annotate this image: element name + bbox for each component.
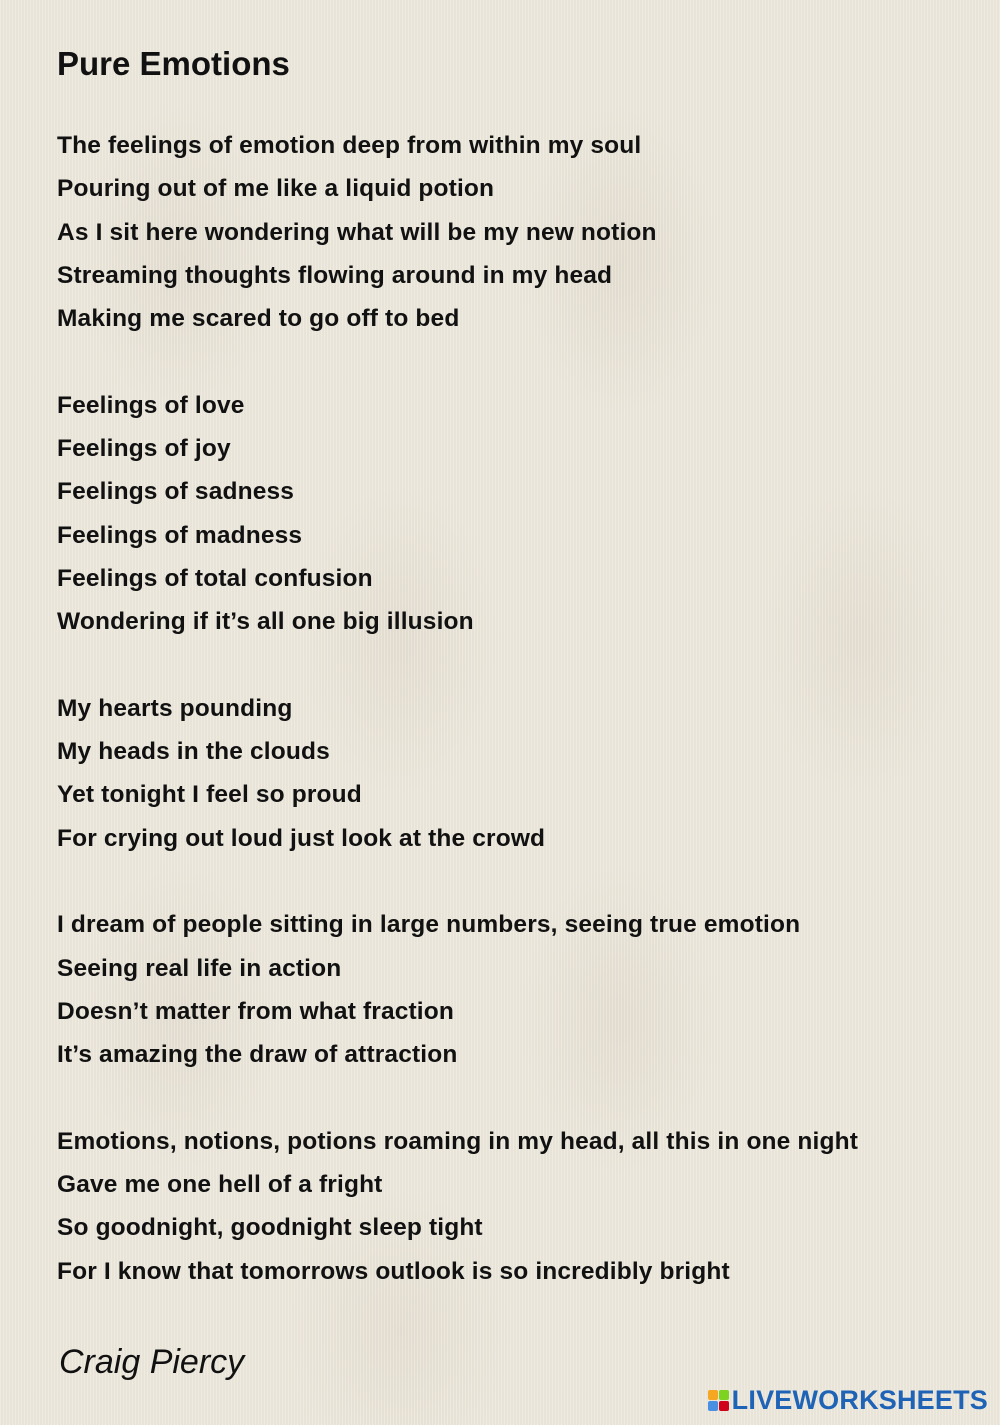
poem-line: Seeing real life in action	[57, 954, 342, 982]
poem-line: Gave me one hell of a fright	[57, 1171, 383, 1199]
stanza	[57, 124, 977, 340]
stanza	[57, 903, 977, 1076]
poem-line: The feelings of emotion deep from within my soul	[57, 132, 642, 159]
poem-line: Wondering if it’s all one big illusion	[57, 608, 474, 636]
poem-line: Doesn’t matter from what fraction	[57, 997, 454, 1025]
logo-cell	[719, 1390, 729, 1400]
poem-line: Feelings of joy	[57, 435, 231, 463]
logo-cell	[719, 1401, 729, 1411]
poem-line: Yet tonight I feel so proud	[57, 781, 362, 809]
logo-cell	[708, 1401, 718, 1411]
poem-line: Pouring out of me like a liquid potion	[57, 175, 495, 203]
poem-title: Pure Emotions	[57, 45, 290, 82]
poem-line: I dream of people sitting in large numbers, seeing true emotion	[57, 911, 801, 939]
poem-line: Emotions, notions, potions roaming in my head, all this in one night	[57, 1127, 859, 1155]
logo-cell	[708, 1390, 718, 1400]
poem-body	[57, 124, 977, 1336]
watermark-text: LIVEWORKSHEETS	[731, 1385, 988, 1415]
poem-line: For I know that tomorrows outlook is so incredibly bright	[57, 1257, 730, 1285]
stanza	[57, 384, 977, 644]
poem-line: As I sit here wondering what will be my new notion	[57, 218, 657, 246]
liveworksheets-logo-icon	[708, 1390, 729, 1411]
poem-line: Feelings of love	[57, 391, 245, 419]
poem-line: So goodnight, goodnight sleep tight	[57, 1214, 483, 1242]
stanza	[57, 1120, 977, 1293]
poem-line: Feelings of total confusion	[57, 564, 373, 592]
liveworksheets-watermark	[708, 1385, 988, 1415]
stanza	[57, 687, 977, 860]
poem-line: My heads in the clouds	[57, 738, 330, 766]
author-signature: Craig Piercy	[59, 1343, 245, 1381]
poem-line: Making me scared to go off to bed	[57, 305, 460, 333]
poem-line: Streaming thoughts flowing around in my head	[57, 261, 613, 289]
poem-line: For crying out loud just look at the crowd	[57, 824, 546, 852]
poem-line: Feelings of sadness	[57, 478, 295, 506]
poem-line: Feelings of madness	[57, 521, 303, 549]
poem-line: My hearts pounding	[57, 694, 293, 722]
poem-line: It’s amazing the draw of attraction	[57, 1041, 458, 1069]
